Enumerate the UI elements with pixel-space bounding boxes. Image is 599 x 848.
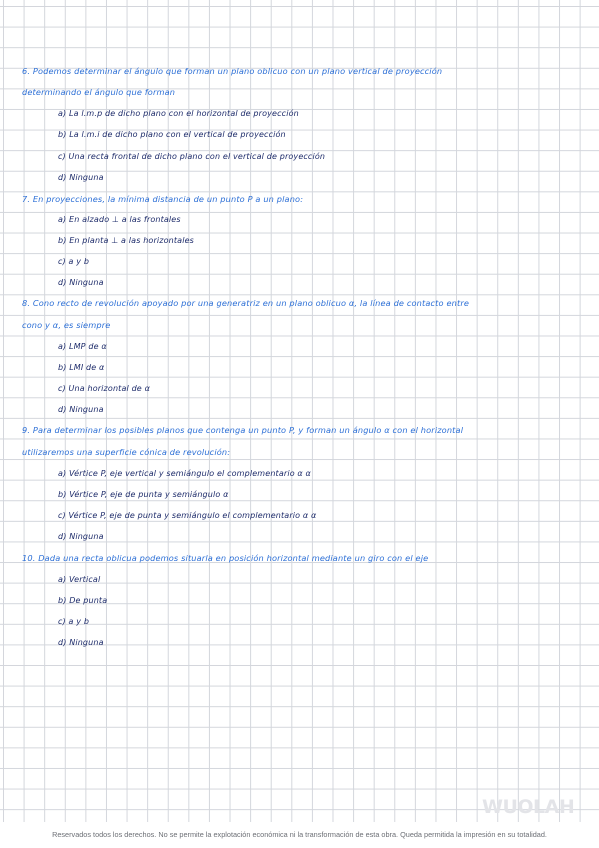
question-7-option-d: d) Ninguna [58, 278, 104, 287]
question-9-option-c: c) Vértice P, eje de punta y semiángulo el complementario α α [58, 511, 317, 520]
question-6-option-d: d) Ninguna [58, 173, 104, 182]
question-7-option-c: c) a y b [58, 257, 90, 266]
question-6-line-1: 6. Podemos determinar el ángulo que forman un plano oblicuo con un plano vertical de proyección [22, 66, 443, 76]
question-8-line-1: 8. Cono recto de revolución apoyado por una generatriz en un plano oblicuo α, la línea de contacto entre [22, 298, 470, 308]
question-9-option-d: d) Ninguna [58, 532, 104, 541]
question-6-line-2: determinando el ángulo que forman [22, 87, 176, 97]
question-9-option-b: b) Vértice P, eje de punta y semiángulo α [58, 490, 229, 499]
question-6-option-c: c) Una recta frontal de dicho plano con el vertical de proyección [58, 152, 326, 161]
question-9-line-1: 9. Para determinar los posibles planos que contenga un punto P, y forman un ángulo α con el horizontal [22, 425, 464, 435]
question-8-option-d: d) Ninguna [58, 405, 104, 414]
question-8-option-b: b) LMI de α [58, 363, 105, 372]
question-8-option-c: c) Una horizontal de α [58, 384, 150, 393]
question-8-line-2: cono y α, es siempre [22, 320, 111, 330]
wuolah-watermark-logo: WUOLAH [482, 796, 575, 818]
question-6-option-a: a) La l.m.p de dicho plano con el horizontal de proyección [58, 109, 299, 118]
question-8-option-a: a) LMP de α [58, 342, 107, 351]
question-9-option-a: a) Vértice P, eje vertical y semiángulo el complementario α α [58, 469, 311, 478]
copyright-footer: Reservados todos los derechos. No se permite la explotación económica ni la transformación de esta obra. Queda permitida la impresión en su totalidad. [52, 830, 547, 839]
question-10-option-d: d) Ninguna [58, 638, 104, 647]
question-10-option-b: b) De punta [58, 596, 108, 605]
question-9-line-2: utilizaremos una superficie cónica de revolución: [22, 447, 231, 457]
question-7-option-a: a) En alzado ⊥ a las frontales [58, 215, 181, 224]
question-6-option-b: b) La l.m.i de dicho plano con el vertical de proyección [58, 130, 286, 139]
question-7-line-1: 7. En proyecciones, la mínima distancia de un punto P a un plano: [22, 194, 304, 204]
question-10-line-1: 10. Dada una recta oblicua podemos situarla en posición horizontal mediante un giro con el eje [22, 553, 429, 563]
question-10-option-c: c) a y b [58, 617, 90, 626]
question-10-option-a: a) Vertical [58, 575, 101, 584]
question-7-option-b: b) En planta ⊥ a las horizontales [58, 236, 195, 245]
